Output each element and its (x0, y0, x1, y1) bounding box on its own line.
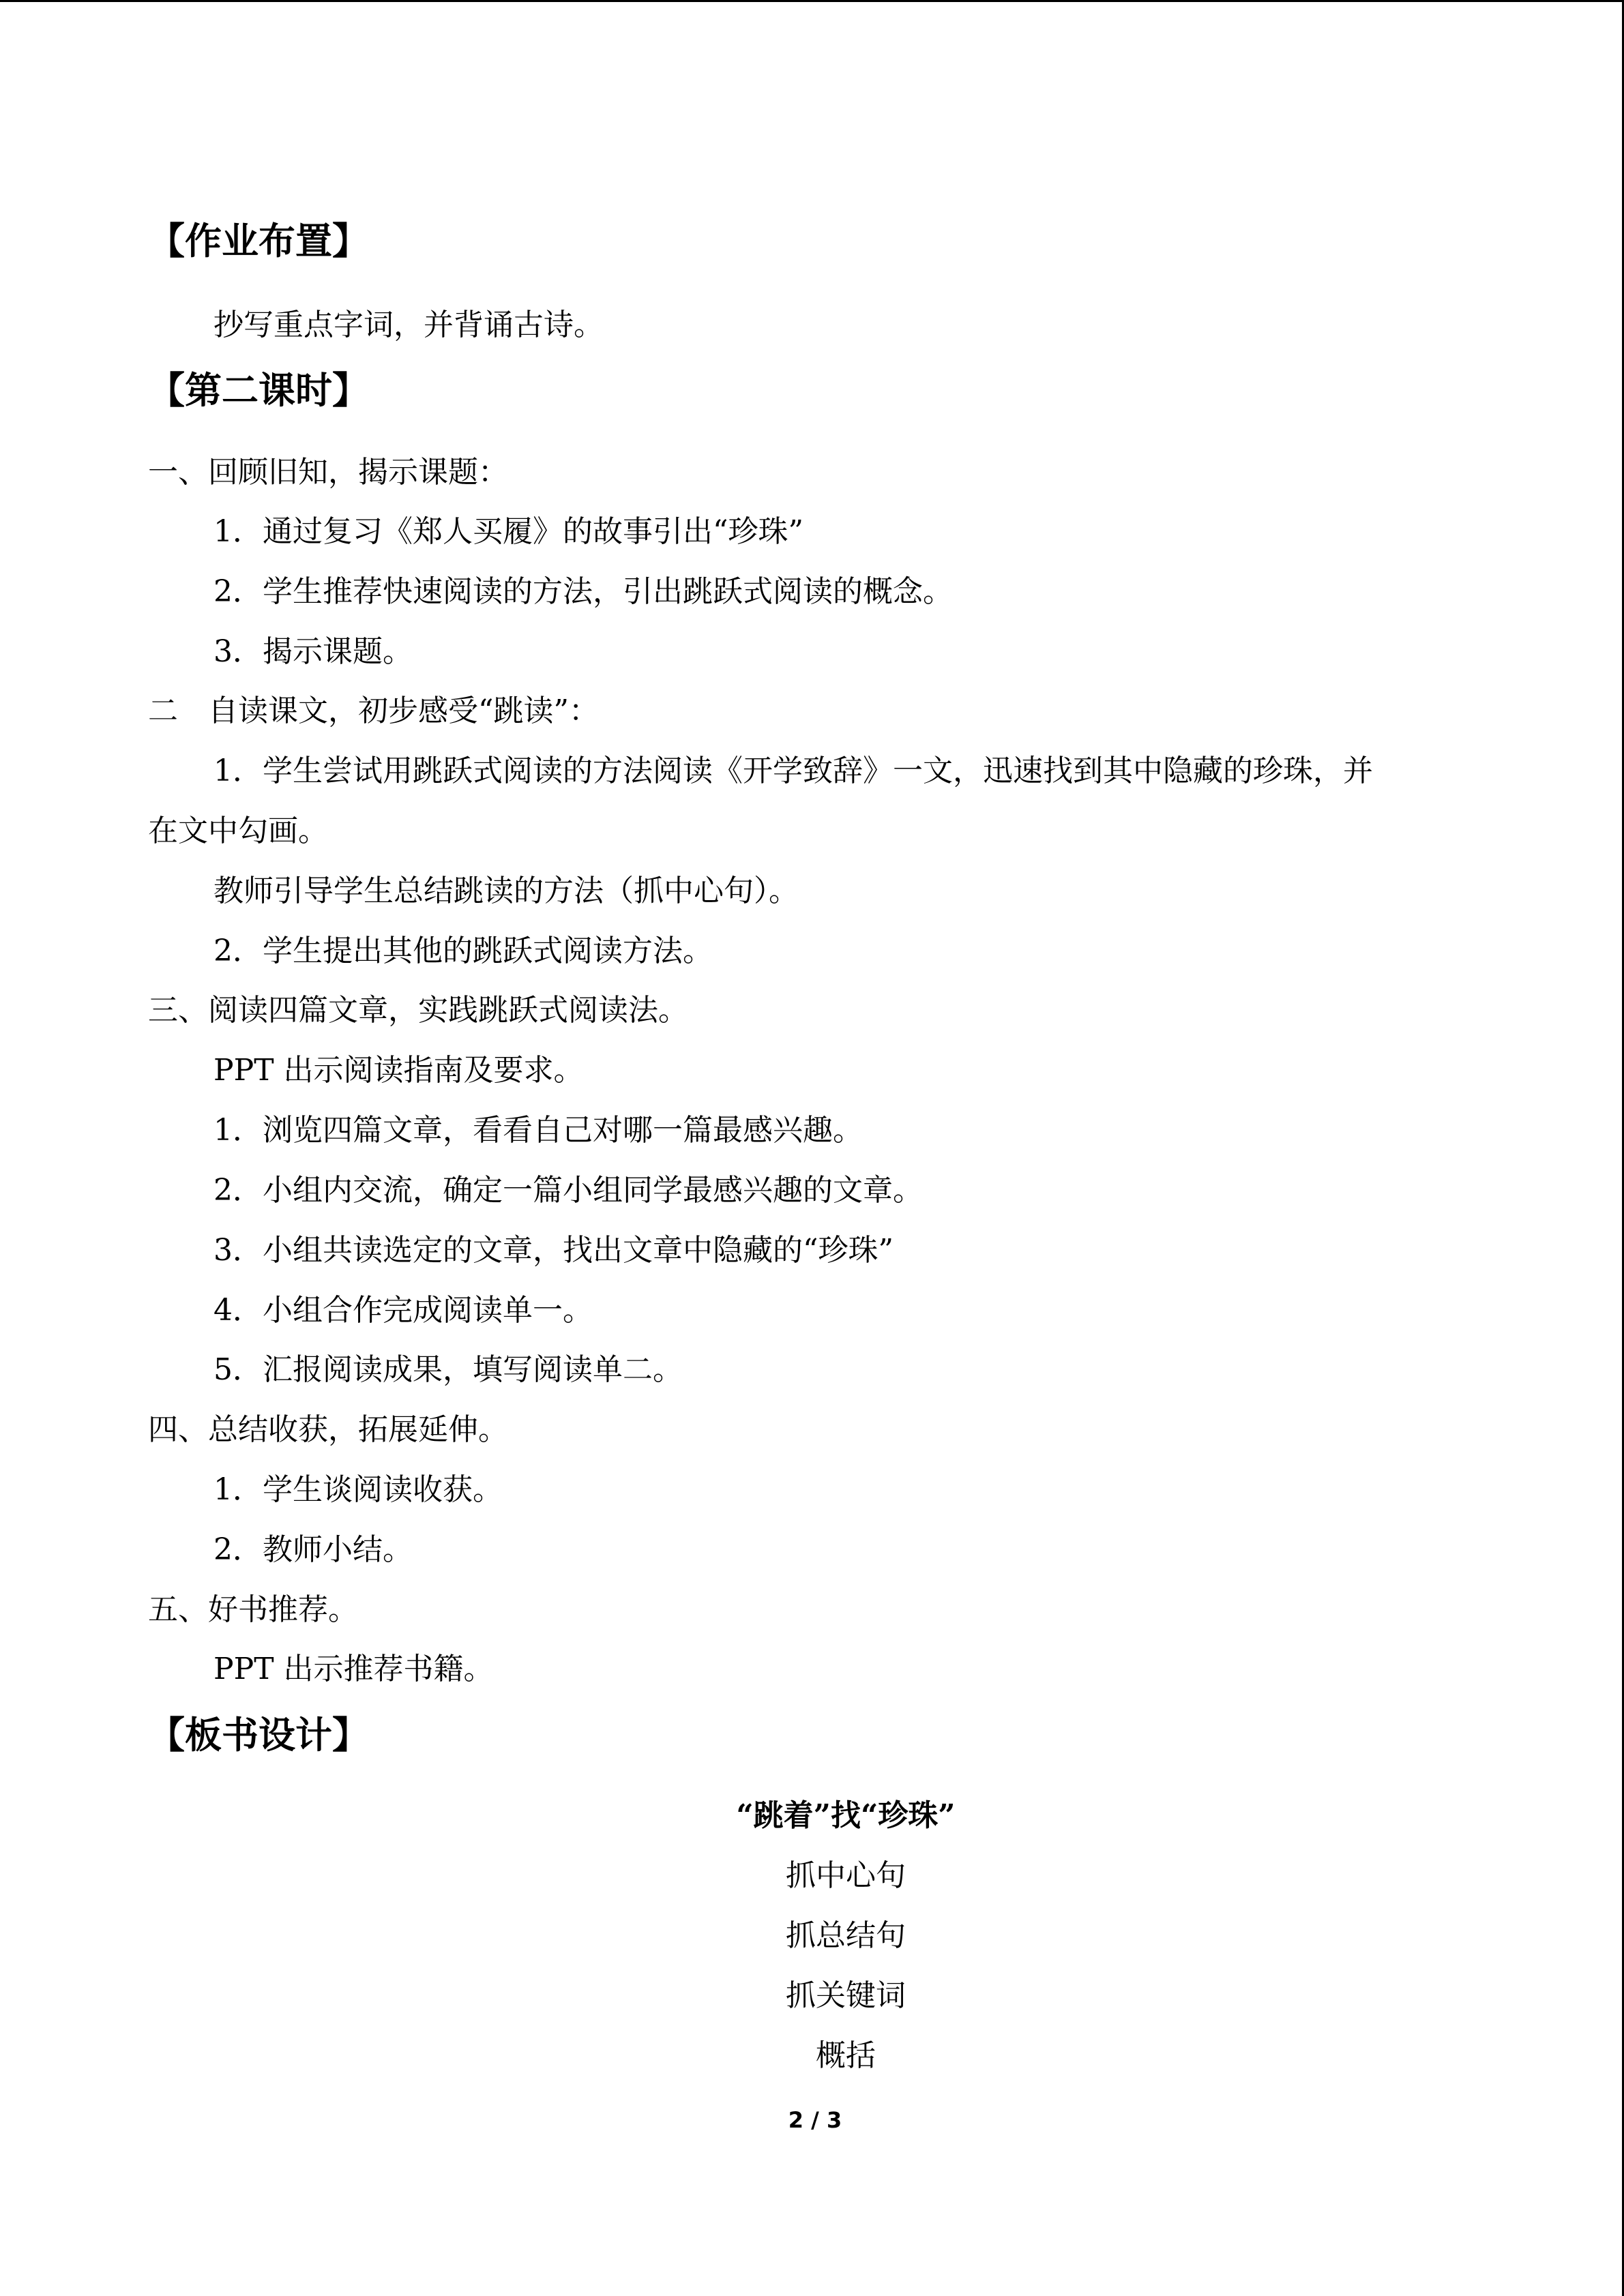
section-3-item-4: 4．小组合作完成阅读单一。 (213, 1293, 593, 1328)
homework-text: 抄写重点字词，并背诵古诗。 (213, 308, 604, 342)
board-design-title: “跳着”找“珍珠” (736, 1798, 956, 1833)
section-2-item-2: 2．学生提出其他的跳跃式阅读方法。 (213, 934, 713, 968)
section-2-item-1-line-1: 1．学生尝试用跳跃式阅读的方法阅读《开学致辞》一文，迅速找到其中隐藏的珍珠，并 (213, 754, 1373, 788)
section-4-title: 四、总结收获，拓展延伸。 (148, 1412, 508, 1447)
board-design-line-3: 抓关键词 (786, 1978, 906, 2013)
section-3-item-2: 2．小组内交流，确定一篇小组同学最感兴趣的文章。 (213, 1173, 923, 1208)
section-1-item-1: 1．通过复习《郑人买履》的故事引出“珍珠” (213, 514, 803, 549)
section-3-intro: PPT 出示阅读指南及要求。 (213, 1053, 584, 1088)
board-design-line-1: 抓中心句 (786, 1858, 906, 1893)
section-1-title: 一、回顾旧知，揭示课题： (148, 455, 508, 490)
section-1-item-2: 2．学生推荐快速阅读的方法，引出跳跃式阅读的概念。 (213, 574, 953, 609)
section-5-intro: PPT 出示推荐书籍。 (213, 1652, 494, 1686)
page-number: 2 / 3 (788, 2107, 842, 2133)
board-design-heading: 【板书设计】 (148, 1714, 369, 1757)
section-4-item-1: 1．学生谈阅读收获。 (213, 1472, 503, 1507)
section-3-title: 三、阅读四篇文章，实践跳跃式阅读法。 (148, 993, 688, 1028)
section-3-item-1: 1．浏览四篇文章，看看自己对哪一篇最感兴趣。 (213, 1113, 863, 1148)
section-5-title: 五、好书推荐。 (148, 1592, 358, 1627)
section-1-item-3: 3．揭示课题。 (213, 634, 413, 669)
homework-heading: 【作业布置】 (148, 220, 369, 263)
section-3-item-5: 5．汇报阅读成果，填写阅读单二。 (213, 1352, 683, 1387)
board-design-line-2: 抓总结句 (786, 1918, 906, 1953)
section-2-title: 二 自读课文，初步感受“跳读”： (148, 694, 599, 728)
section-4-item-2: 2．教师小结。 (213, 1532, 413, 1567)
section-3-item-3: 3．小组共读选定的文章，找出文章中隐藏的“珍珠” (213, 1233, 894, 1268)
section-2-teacher-note: 教师引导学生总结跳读的方法（抓中心句）。 (213, 874, 799, 908)
section-2-item-1-line-2: 在文中勾画。 (148, 814, 328, 848)
second-lesson-heading: 【第二课时】 (148, 369, 369, 412)
board-design-line-4: 概括 (816, 2038, 876, 2073)
